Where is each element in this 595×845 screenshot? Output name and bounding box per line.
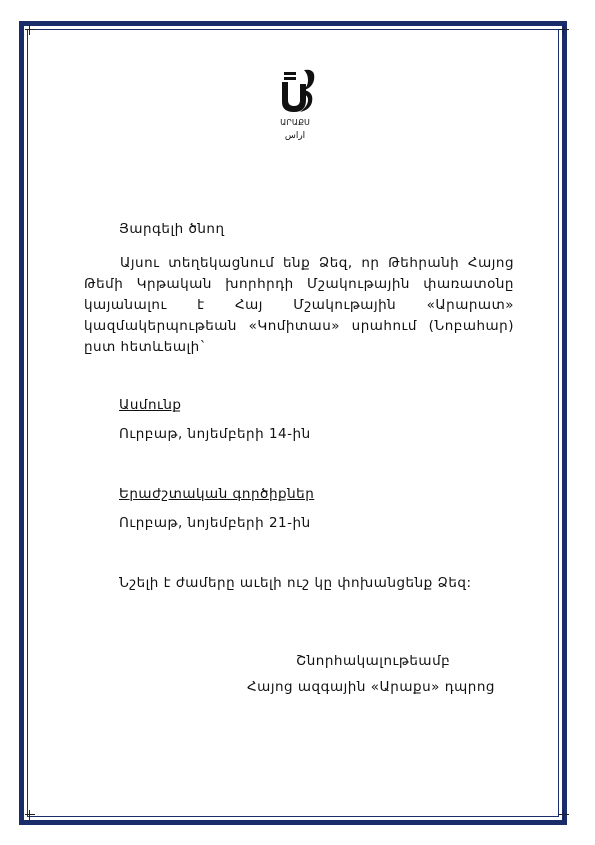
crop-mark-bottom-left: [25, 810, 35, 820]
event-date-recitation: Ուրբաթ, նոյեմբերի 14-ին: [119, 426, 311, 442]
logo-caption: ԱՐԱՔՍ: [280, 118, 310, 127]
letter-thanks: Շնորհակալութեամբ: [296, 653, 451, 669]
letter-body: Այսու տեղեկացնում ենք Ձեզ, որ Թեհրանի Հայոց Թեմի Կրթական խորհրդի Մշակութային փառատօնը կայանալու է Հայ Մշակութային «Արարատ» կազմակերպութեան «Կոմիտաս» սրահում (Նոբահար) ըստ հետևեալի`: [84, 255, 514, 355]
crop-mark-bottom-right: [559, 810, 569, 820]
page-border-inner: [27, 29, 559, 817]
letter-note: Նշելի է ժամերը աւելի ուշ կը փոխանցենք Ձեզ:: [119, 575, 472, 591]
letter-signature: Հայոց ազգային «Արաքս» դպրոց: [247, 679, 495, 695]
crop-mark-top-left: [25, 25, 35, 35]
event-title-music: Երաժշտական գործիքներ: [119, 486, 315, 502]
crop-mark-top-right: [559, 25, 569, 35]
ararat-logo: [270, 66, 330, 146]
event-date-music: Ուրբաթ, նոյեմբերի 21-ին: [119, 515, 311, 531]
event-title-recitation: Ասմունք: [119, 397, 182, 413]
letter-greeting: Յարգելի ծնող: [119, 221, 225, 237]
logo-caption-secondary: ﺍﺭﺍﺱ: [284, 131, 306, 141]
